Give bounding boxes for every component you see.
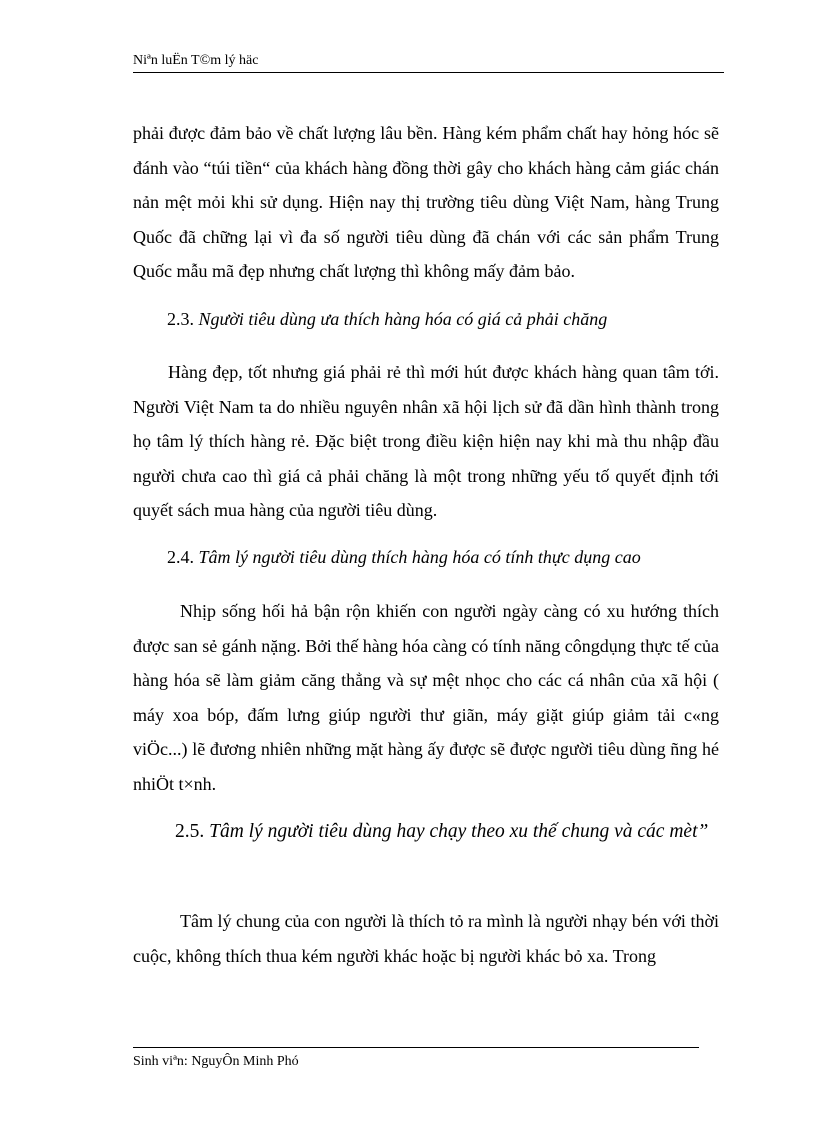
footer-divider <box>133 1047 699 1048</box>
section-number: 2.5. <box>175 821 205 842</box>
section-heading-2-3 <box>133 302 719 336</box>
section-title: Người tiêu dùng ưa thích hàng hóa có giá cả phải chăng <box>198 309 608 329</box>
page-footer: Sinh viªn: NguyÔn Minh Phó <box>133 1054 299 1069</box>
section-heading-2-5 <box>133 815 719 849</box>
section-heading-2-4 <box>133 540 719 574</box>
section-title: Tâm lý người tiêu dùng thích hàng hóa có tính thực dụng cao <box>198 547 641 567</box>
paragraph-trends: Tâm lý chung của con người là thích tỏ ra mình là người nhạy bén với thời cuộc, không thích thua kém người khác hoặc bị người khác bỏ xa. Trong <box>133 911 719 966</box>
page-header: Niªn luËn T©m lý häc <box>133 53 259 68</box>
paragraph-quality: phải được đảm bảo về chất lượng lâu bền. Hàng kém phẩm chất hay hỏng hóc sẽ đánh vào “túi tiền“ của khách hàng đồng thời gây cho khách hàng cảm giác chán nản mệt mỏi khi sử dụng. Hiện nay thị trường tiêu dùng Việt Nam, hàng Trung Quốc đã chững lại vì đa số người tiêu dùng đã chán với các sản phẩm Trung Quốc mẫu mã đẹp nhưng chất lượng thì không mấy đảm bảo. <box>133 123 719 281</box>
paragraph-price: Hàng đẹp, tốt nhưng giá phải rẻ thì mới hút được khách hàng quan tâm tới. Người Việt Nam ta do nhiều nguyên nhân xã hội lịch sử đã dần hình thành trong họ tâm lý thích hàng rẻ. Đặc biệt trong điều kiện hiện nay khi mà thu nhập đầu người chưa cao thì giá cả phải chăng là một trong những yếu tố quyết định tới quyết sách mua hàng của người tiêu dùng. <box>133 362 719 520</box>
section-number: 2.4. <box>167 547 194 567</box>
section-number: 2.3. <box>167 309 194 329</box>
header-divider <box>133 72 724 73</box>
paragraph-practicality: Nhịp sống hối hả bận rộn khiến con người ngày càng có xu hướng thích được san sẻ gánh nặng. Bởi thế hàng hóa càng có tính năng côngdụng thực tế của hàng hóa sẽ làm giảm căng thẳng và sự mệt nhọc cho các cá nhân của xã hội ( máy xoa bóp, đấm lưng giúp người thư giãn, máy giặt giúp giảm tải c«ng viÖc...) lẽ đương nhiên những mặt hàng ấy được sẽ được người tiêu dùng ñng hé nhiÖt t×nh. <box>133 601 719 794</box>
section-title: Tâm lý người tiêu dùng hay chạy theo xu thế chung và các mèt” <box>209 821 709 842</box>
